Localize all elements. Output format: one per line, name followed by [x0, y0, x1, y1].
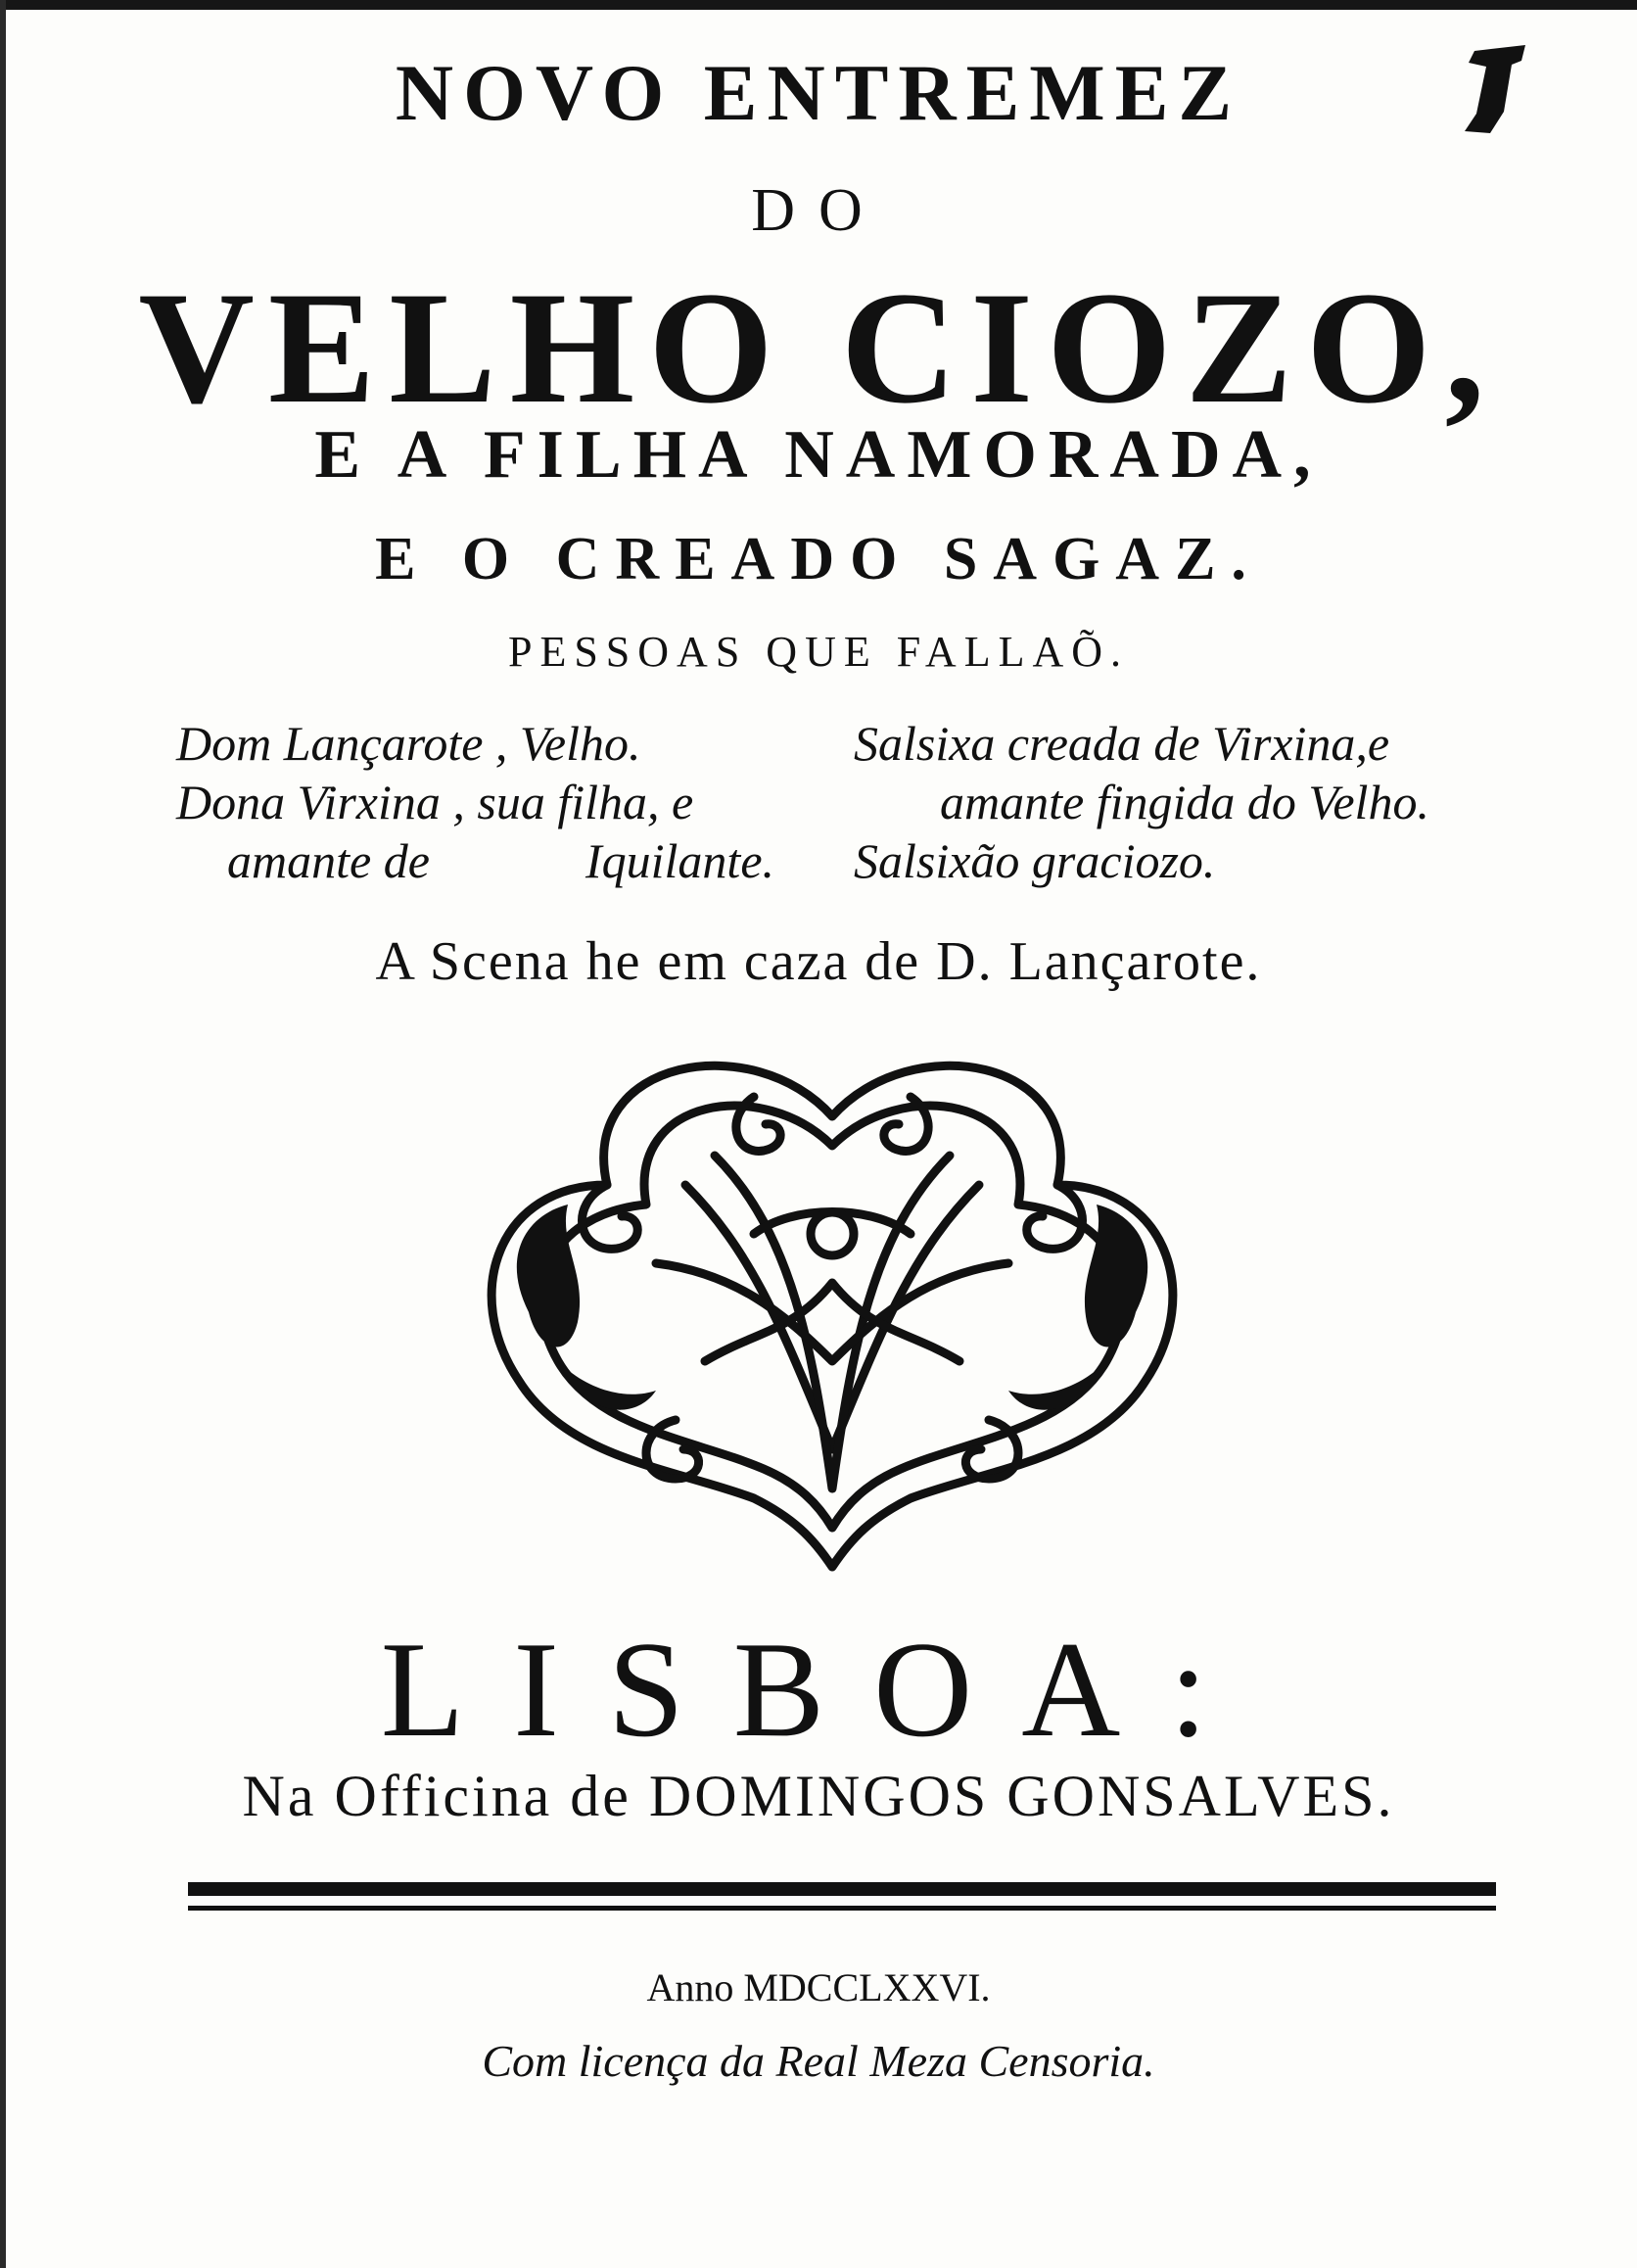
cast-entry-5: Salsixa creada de Virxina,e — [854, 716, 1390, 771]
personae-heading: PESSOAS QUE FALLAÕ. — [507, 628, 1130, 676]
title-line-4: E A FILHA NAMORADA, — [314, 417, 1323, 493]
cast-entry-1: Dom Lançarote , Velho. — [176, 716, 641, 771]
cast-entry-7: Salsixão graciozo. — [854, 833, 1216, 888]
imprint-printer: Na Officina de DOMINGOS GONSALVES. — [242, 1764, 1395, 1828]
calligraphic-flourish-ornament — [460, 1038, 1204, 1586]
cast-entry-4: Iquilante. — [585, 833, 775, 888]
title-line-1: NOVO ENTREMEZ — [395, 48, 1242, 137]
imprint-city: LISBOA: — [380, 1614, 1257, 1766]
imprint-license: Com licença da Real Meza Censoria. — [482, 2036, 1155, 2086]
scene-note: A Scena he em caza de D. Lançarote. — [375, 931, 1262, 992]
cast-entry-6: amante fingida do Velho. — [940, 775, 1429, 829]
title-line-5: E O CREADO SAGAZ. — [375, 526, 1262, 592]
cast-entry-3: amante de — [227, 833, 430, 888]
title-line-2: DO — [751, 177, 886, 244]
imprint-rule-thin — [188, 1906, 1496, 1911]
top-border — [0, 0, 1637, 10]
imprint-rule-thick — [188, 1882, 1496, 1896]
imprint-year: Anno MDCCLXXVI. — [646, 1965, 991, 2009]
cast-entry-2: Dona Virxina , sua filha, e — [176, 775, 694, 829]
title-line-3: VELHO CIOZO, — [138, 260, 1499, 437]
